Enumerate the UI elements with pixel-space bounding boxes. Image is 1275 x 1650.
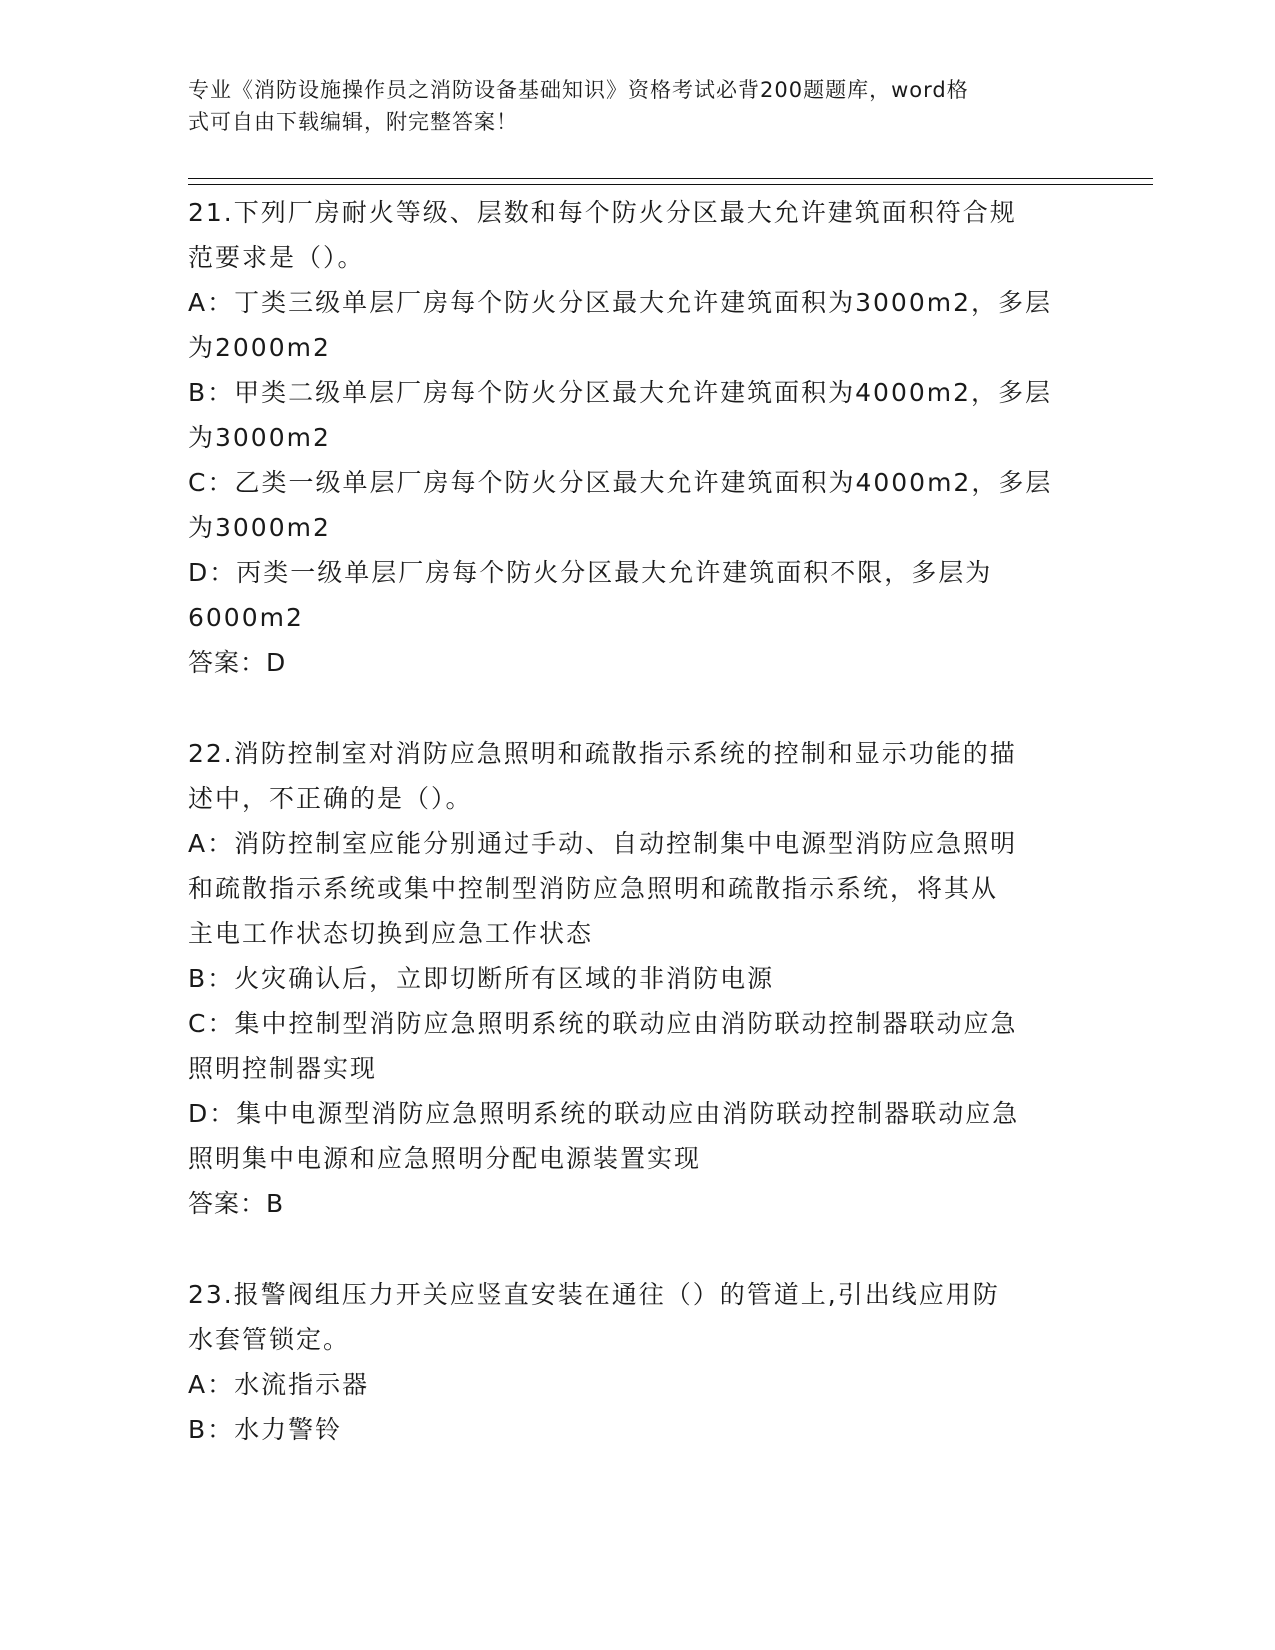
option-line: B：火灾确认后，立即切断所有区域的非消防电源 — [188, 964, 775, 993]
question-block — [188, 731, 1088, 1226]
option-line: 和疏散指示系统或集中控制型消防应急照明和疏散指示系统，将其从 — [188, 874, 999, 903]
question-list — [188, 190, 1088, 1498]
question-stem-line: 范要求是（）。 — [188, 243, 365, 272]
option-line: B：甲类二级单层厂房每个防火分区最大允许建筑面积为4000m2，多层 — [188, 378, 1053, 407]
option-line: A：水流指示器 — [188, 1370, 370, 1399]
question-stem-line: 述中，不正确的是（）。 — [188, 784, 473, 813]
question-stem-line: 水套管锁定。 — [188, 1325, 351, 1354]
option-line: 6000m2 — [188, 603, 304, 632]
question-block — [188, 190, 1088, 685]
option-line: 为3000m2 — [188, 423, 331, 452]
option-line: 为2000m2 — [188, 333, 331, 362]
option-line: 照明集中电源和应急照明分配电源装置实现 — [188, 1144, 702, 1173]
answer-label: 答案：D — [188, 648, 287, 677]
answer-label: 答案：B — [188, 1189, 285, 1218]
option-line: B：水力警铃 — [188, 1415, 343, 1444]
option-line: 照明控制器实现 — [188, 1054, 378, 1083]
option-line: A：消防控制室应能分别通过手动、自动控制集中电源型消防应急照明 — [188, 829, 1018, 858]
question-stem-line: 23.报警阀组压力开关应竖直安装在通往（）的管道上,引出线应用防 — [188, 1280, 1000, 1309]
option-line: D：集中电源型消防应急照明系统的联动应由消防联动控制器联动应急 — [188, 1099, 1020, 1128]
option-line: C：乙类一级单层厂房每个防火分区最大允许建筑面积为4000m2，多层 — [188, 468, 1053, 497]
option-line: 主电工作状态切换到应急工作状态 — [188, 919, 594, 948]
question-stem-line: 21.下列厂房耐火等级、层数和每个防火分区最大允许建筑面积符合规 — [188, 198, 1017, 227]
header-divider-top — [188, 178, 1153, 179]
header-line-1: 专业《消防设施操作员之消防设备基础知识》资格考试必背200题题库，word格 — [188, 78, 969, 102]
option-line: D：丙类一级单层厂房每个防火分区最大允许建筑面积不限，多层为 — [188, 558, 993, 587]
option-line: A：丁类三级单层厂房每个防火分区最大允许建筑面积为3000m2，多层 — [188, 288, 1052, 317]
option-line: C：集中控制型消防应急照明系统的联动应由消防联动控制器联动应急 — [188, 1009, 1018, 1038]
question-block — [188, 1272, 1088, 1452]
header-divider-bottom — [188, 184, 1153, 185]
question-stem-line: 22.消防控制室对消防应急照明和疏散指示系统的控制和显示功能的描 — [188, 739, 1017, 768]
document-header — [188, 74, 1068, 138]
option-line: 为3000m2 — [188, 513, 331, 542]
header-line-2: 式可自由下载编辑，附完整答案！ — [188, 110, 518, 134]
